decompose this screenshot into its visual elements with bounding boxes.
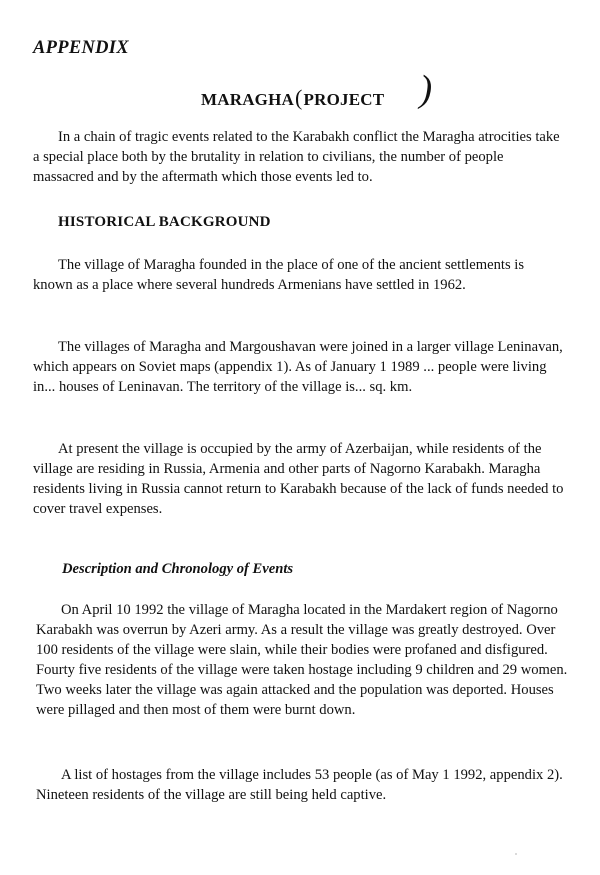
title-right: PROJECT [303, 90, 385, 109]
chronology-paragraph-1: On April 10 1992 the village of Maragha located in the Mardakert region of Nagorno Karabakh was overrun by Azeri army. As a result the village was greatly destroyed. Over 100 residents of the village were slain, while their bodies were profaned and disfigured. Fourty five residents of the village were taken hostage including 9 children and 29 women. Two weeks later the village was again attacked and the population was deported. Houses were pillaged and then most of them were burnt down. [36, 602, 568, 718]
historical-paragraph-1: The village of Maragha founded in the place of one of the ancient settlements is known as a place where several hundreds Armenians have settled in 1962. [33, 257, 525, 293]
appendix-label: APPENDIX [33, 38, 129, 58]
chronology-paragraph-2: A list of hostages from the village includes 53 people (as of May 1 1992, appendix 2). Nineteen residents of the village are still being held captive. [36, 767, 563, 803]
historical-paragraph-3: At present the village is occupied by the army of Azerbaijan, while residents of the village are residing in Russia, Armenia and other parts of Nagorno Karabakh. Maragha residents living in Russia cannot return to Karabakh because of the lack of funds needed to cover travel expenses. [33, 441, 564, 517]
document-title [201, 68, 437, 111]
intro-paragraph: In a chain of tragic events related to the Karabakh conflict the Maragha atrocities take a special place both by the brutality in relation to civilians, the number of people massacred and by the aftermath which those events led to. [33, 129, 560, 185]
chronology-heading: Description and Chronology of Events [62, 561, 294, 577]
historical-heading: HISTORICAL BACKGROUND [58, 214, 271, 230]
title-paren-close: ) [416, 68, 437, 110]
title-left: MARAGHA [201, 90, 294, 109]
historical-paragraph-2: The villages of Maragha and Margoushavan were joined in a larger village Leninavan, which appears on Soviet maps (appendix 1). As of January 1 1989 ... people were living in... houses of Leninavan. The territory of the village is... sq. km. [33, 339, 563, 395]
title-paren-open: ( [295, 85, 303, 110]
scan-speck [515, 853, 517, 855]
